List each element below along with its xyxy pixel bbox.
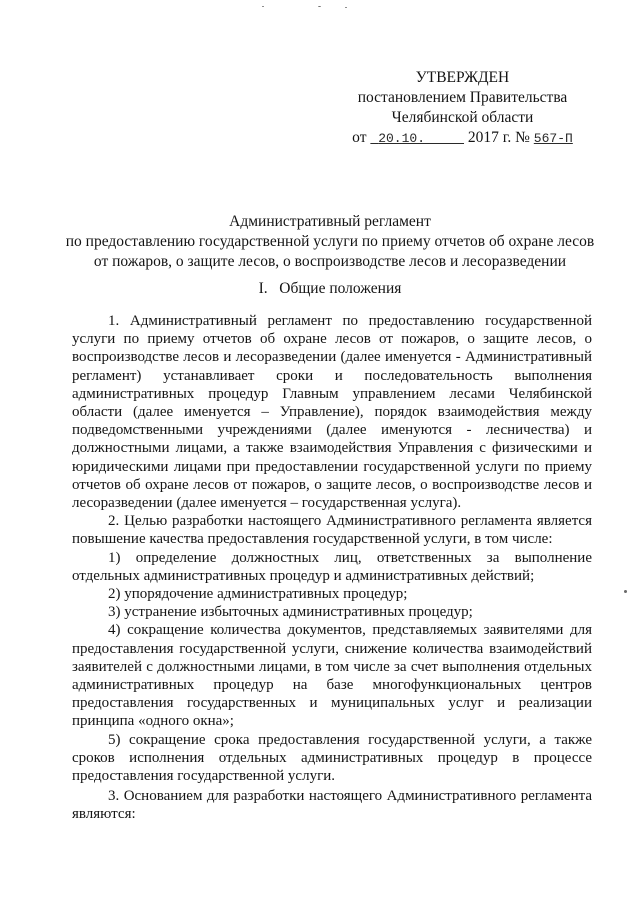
document-title — [60, 212, 600, 272]
section-number: I. — [258, 280, 268, 297]
section-name: Общие положения — [279, 280, 402, 297]
scan-speck — [624, 590, 627, 593]
paragraph-1: 1. Административный регламент по предоставлению государственной услуги по приему отчетов об охране лесов от пожаров, о защите лесов, о воспроизводстве лесов и лесоразведении (далее именуется - Административный регламент) устанавливает сроки и последовательность выполнения административных процедур Главным управлением лесами Челябинской области (далее именуется – Управление), порядок взаимодействия между подведомственными учреждениями (далее именуются - лесничества) и должностными лицами, а также взаимодействия Управления с физическими и юридическими лицами при предоставлении государственной услуги по приему отчетов об охране лесов от пожаров, о защите лесов, о воспроизводстве лесов и лесоразведении (далее именуется – государственная услуга). — [72, 313, 592, 512]
paragraph-2-item-4: 4) сокращение количества документов, представляемых заявителями для предоставления государственной услуги, снижение количества взаимодействий заявителей с должностными лицами, в том числе за счет выполнения отдельных административных процедур на базе многофункциональных центров предоставления государственных и муниципальных услуг и реализации принципа «одного окна»; — [72, 622, 592, 730]
paragraph-2-item-5: 5) сокращение срока предоставления государственной услуги, а также сроков исполнения отдельных административных процедур в процессе предоставления государственной услуги. — [72, 731, 592, 785]
approval-heading: УТВЕРЖДЕН — [415, 69, 510, 86]
title-line-3: от пожаров, о защите лесов, о воспроизводстве лесов и лесоразведении — [93, 253, 567, 270]
approval-date-prefix: от — [352, 129, 367, 146]
paragraph-2-item-1: 1) определение должностных лиц, ответственных за выполнение отдельных административных процедур и административных действий; — [72, 549, 592, 584]
body-text — [72, 312, 592, 824]
scan-speck — [262, 6, 264, 7]
approval-stamp — [330, 68, 595, 149]
paragraph-3: 3. Основанием для разработки настоящего Административного регламента являются: — [72, 788, 592, 823]
approval-region: Челябинской области — [391, 109, 534, 126]
title-line-1: Административный регламент — [229, 213, 431, 230]
approval-authority: постановлением Правительства — [357, 89, 568, 106]
title-line-2: по предоставлению государственной услуги по приему отчетов об охране лесов — [65, 233, 595, 250]
paragraph-2: 2. Целью разработки настоящего Административного регламента является повышение качества предоставления государственной услуги, в том числе: — [72, 513, 592, 548]
scan-speck — [345, 7, 347, 8]
approval-number-value: 567-П — [533, 131, 573, 146]
approval-date-line — [330, 128, 595, 149]
scan-speck — [318, 6, 321, 7]
approval-year-text: 2017 г. № — [467, 129, 530, 146]
approval-date-value: 20.10. — [378, 131, 425, 146]
section-heading — [60, 279, 600, 299]
paragraph-2-item-2: 2) упорядочение административных процедур; — [108, 586, 408, 603]
paragraph-2-item-3: 3) устранение избыточных административных процедур; — [108, 604, 473, 621]
